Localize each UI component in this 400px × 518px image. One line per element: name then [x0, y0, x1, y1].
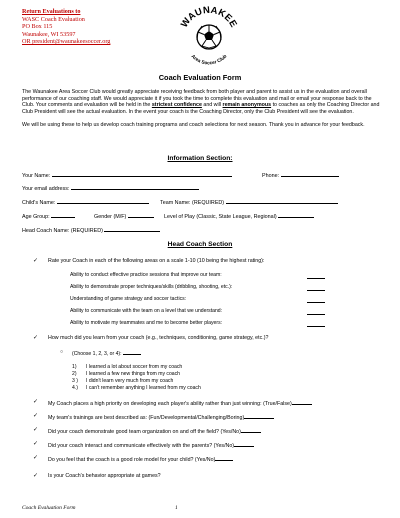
childs-name-label: Child's Name:	[22, 200, 56, 206]
intro-p1-d: to coaches as only the Coaching Director and Club President will see the actual evaluation. In the event your coach is the Coaching Director, only the Club President will see the evaluation.	[22, 102, 380, 116]
return-line-3: Waunakee, WI 53597	[22, 30, 76, 38]
intro-paragraph-2: We will be using these to help us develop coach training programs and coach selections for next season. Thank you in advance for your feedback.	[22, 121, 365, 128]
rating-field-2[interactable]	[307, 285, 325, 291]
learn-choose-label: (Choose 1, 2, 3, or 4):	[72, 351, 122, 357]
question-role-model-text: Do you feel that the coach is a good role model for your child? (Yes/No)	[48, 457, 216, 463]
return-line-2: PO Box 115	[22, 23, 53, 31]
check-mark-icon: ✓	[33, 257, 39, 264]
phone-label: Phone:	[262, 173, 280, 179]
your-name-row	[22, 171, 232, 179]
page-number: 1	[175, 505, 178, 511]
gender-field[interactable]	[128, 212, 154, 218]
intro-p1-c: and will	[201, 102, 223, 109]
team-name-row	[160, 198, 338, 206]
question-priority	[48, 399, 312, 407]
question-parents	[48, 441, 254, 449]
question-organization	[48, 427, 261, 435]
question-role-model	[48, 455, 233, 463]
level-row	[164, 212, 314, 220]
intro-text	[22, 89, 384, 129]
level-label: Level of Play (Classic, State League, Regional)	[164, 214, 277, 220]
team-name-label: Team Name: (REQUIRED)	[160, 200, 225, 206]
rating-field-4[interactable]	[307, 309, 325, 315]
learn-option-3-text: I didn't learn very much from my coach	[86, 378, 174, 384]
head-coach-name-row	[22, 226, 160, 234]
rating-item-1: Ability to conduct effective practice sessions that improve our team:	[70, 272, 222, 278]
return-line-4: OR president@waunakeesoccer.org	[22, 38, 111, 46]
return-address-block	[22, 8, 110, 46]
childs-name-row	[22, 198, 149, 206]
rating-item-5: Ability to motivate my teammates and me to become better players:	[70, 320, 223, 326]
rating-item-2: Ability to demonstrate proper techniques/skills (dribbling, shooting, etc.):	[70, 284, 233, 290]
age-group-label: Age Group:	[22, 214, 50, 220]
check-mark-icon: ✓	[33, 426, 39, 433]
check-mark-icon: ✓	[33, 334, 39, 341]
learn-option-2	[72, 371, 180, 377]
your-name-field[interactable]	[52, 171, 232, 177]
rating-item-3: Understanding of game strategy and soccer tactics:	[70, 296, 187, 302]
rating-item-4: Ability to communicate with the team on a level that we understand:	[70, 308, 223, 314]
gender-label: Gender (M/F)	[94, 214, 127, 220]
hollow-bullet-icon: ○	[60, 349, 64, 355]
learn-option-4-text: I can't remember anything I learned from my coach	[86, 385, 201, 391]
footer-label: Coach Evaluation Form	[22, 505, 76, 511]
learn-choice-field[interactable]	[123, 349, 141, 355]
question-organization-text: Did your coach demonstrate good team organization on and off the field? (Yes/No)	[48, 429, 241, 435]
learn-option-1-text: I learned a lot about soccer from my coach	[86, 364, 183, 370]
learn-option-4	[72, 385, 201, 391]
intro-strictest-confidence: strictest confidence	[151, 102, 202, 109]
question-behavior: Is your Coach's behavior appropriate at games?	[48, 473, 161, 479]
level-field[interactable]	[278, 212, 314, 218]
organization-field[interactable]	[241, 427, 261, 433]
phone-field[interactable]	[281, 171, 339, 177]
svg-text:Area Soccer Club	[190, 54, 229, 67]
intro-p1-a: The Waunakee Area Soccer Club would greatly appreciate receiving feedback from both player and parent to assist us in the evaluation and overall performance of our coaching staff. We would appreciate it if you took the time to complete this evaluation and mail or email your response back to the Club. Your comments and evaluation will be held in the	[22, 89, 372, 109]
learn-option-3	[72, 378, 173, 384]
priority-field[interactable]	[292, 399, 312, 405]
intro-remain-anonymous: remain anonymous	[222, 102, 272, 109]
question-trainings-text: My team's trainings are best described as: (Fun/Developmental/Challenging/Boring)	[48, 415, 245, 421]
question-learn: How much did you learn from your coach (e.g., techniques, conditioning, game strategy, etc.)?	[48, 335, 269, 341]
logo-top-text: WAUNAKEE	[178, 4, 240, 30]
learn-choose-instruction	[72, 349, 141, 357]
check-mark-icon: ✓	[33, 472, 39, 479]
phone-row	[262, 171, 339, 179]
return-heading: Return Evaluations to	[22, 8, 81, 15]
question-trainings	[48, 413, 274, 421]
email-label: Your email address:	[22, 186, 70, 192]
age-group-row	[22, 212, 75, 220]
learn-option-1-num: 1)	[72, 364, 77, 370]
rating-field-3[interactable]	[307, 297, 325, 303]
head-coach-name-label: Head Coach Name: (REQUIRED)	[22, 228, 103, 234]
intro-paragraph-1	[22, 89, 384, 116]
childs-name-field[interactable]	[57, 198, 149, 204]
check-mark-icon: ✓	[33, 412, 39, 419]
learn-option-2-num: 2)	[72, 371, 77, 377]
logo-bottom-text: Area Soccer Club	[189, 54, 229, 67]
return-line-1: WASC Coach Evaluation	[22, 15, 85, 23]
information-section-heading: Information Section:	[167, 155, 233, 162]
question-priority-text: My Coach places a high priority on developing each player's ability rather than just winning: (True/False)	[48, 401, 292, 407]
learn-option-2-text: I learned a few new things from my coach	[86, 371, 180, 377]
rating-field-1[interactable]	[307, 273, 325, 279]
head-coach-name-field[interactable]	[104, 226, 160, 232]
learn-option-4-num: 4.)	[72, 385, 78, 391]
your-name-label: Your Name:	[22, 173, 51, 179]
club-logo	[176, 2, 242, 68]
email-row	[22, 184, 199, 192]
head-coach-section-heading: Head Coach Section	[167, 241, 233, 248]
email-field[interactable]	[71, 184, 199, 190]
age-group-field[interactable]	[51, 212, 75, 218]
parents-field[interactable]	[234, 441, 254, 447]
rating-field-5[interactable]	[307, 321, 325, 327]
check-mark-icon: ✓	[33, 398, 39, 405]
role-model-field[interactable]	[215, 455, 233, 461]
team-name-field[interactable]	[226, 198, 338, 204]
check-mark-icon: ✓	[33, 454, 39, 461]
question-rating: Rate your Coach in each of the following areas on a scale 1-10 (10 being the highest rating):	[48, 258, 265, 264]
learn-option-1	[72, 364, 182, 370]
question-parents-text: Did your coach interact and communicate effectively with the parents? (Yes/No)	[48, 443, 235, 449]
check-mark-icon: ✓	[33, 440, 39, 447]
learn-option-3-num: 3 )	[72, 378, 78, 384]
trainings-field[interactable]	[244, 413, 274, 419]
form-title: Coach Evaluation Form	[158, 73, 242, 82]
gender-row	[94, 212, 154, 220]
